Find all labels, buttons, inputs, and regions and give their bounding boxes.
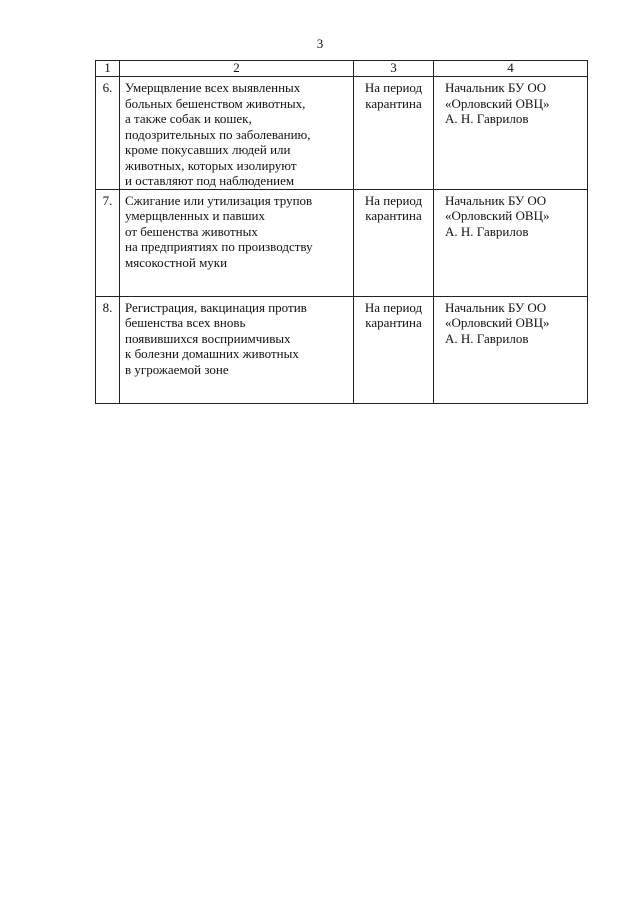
row-number: 6. — [96, 77, 120, 190]
responsible-line: А. Н. Гаврилов — [445, 223, 529, 239]
action-line: и оставляют под наблюдением — [125, 173, 295, 188]
action-line: мясокостной муки — [125, 254, 228, 270]
period-line: карантина — [365, 208, 422, 223]
action-line: Сжигание или утилизация трупов — [125, 192, 313, 208]
action-line: на предприятиях по производству — [125, 239, 313, 254]
action-cell — [120, 296, 354, 403]
action-line: животных, которых изолируют — [125, 157, 297, 173]
action-line: а также собак и кошек, — [125, 111, 252, 126]
column-header: 4 — [434, 61, 588, 77]
period-cell — [354, 189, 434, 296]
column-header: 1 — [96, 61, 120, 77]
table-row — [96, 189, 588, 296]
responsible-line: А. Н. Гаврилов — [445, 111, 529, 126]
action-line: появившихся восприимчивых — [125, 330, 291, 346]
row-number: 8. — [96, 296, 120, 403]
responsible-cell — [434, 296, 588, 403]
period-line: На период — [364, 299, 423, 315]
responsible-line: Начальник БУ ОО — [445, 80, 547, 95]
period-line: карантина — [365, 315, 422, 330]
responsible-cell — [434, 77, 588, 190]
responsible-line: Начальник БУ ОО — [445, 299, 547, 315]
responsible-line: «Орловский ОВЦ» — [445, 208, 550, 223]
responsible-line: Начальник БУ ОО — [445, 192, 547, 208]
action-line: к болезни домашних животных — [125, 346, 299, 361]
action-line: в угрожаемой зоне — [125, 361, 229, 377]
column-header: 3 — [354, 61, 434, 77]
action-line: умерщвленных и павших — [125, 208, 265, 223]
responsible-line: А. Н. Гаврилов — [445, 330, 529, 346]
table-row — [96, 77, 588, 190]
page-number: 3 — [316, 36, 324, 51]
action-line: от бешенства животных — [125, 223, 258, 239]
action-line: больных бешенством животных, — [125, 95, 306, 111]
action-cell — [120, 189, 354, 296]
period-cell — [354, 77, 434, 190]
period-line: На период — [364, 80, 423, 95]
table-row — [96, 296, 588, 403]
action-line: бешенства всех вновь — [125, 315, 246, 330]
row-number: 7. — [96, 189, 120, 296]
action-line: кроме покусавших людей или — [125, 142, 291, 157]
responsible-cell — [434, 189, 588, 296]
column-header: 2 — [120, 61, 354, 77]
period-cell — [354, 296, 434, 403]
action-cell — [120, 77, 354, 190]
action-line: подозрительных по заболеванию, — [125, 126, 311, 142]
period-line: На период — [364, 192, 423, 208]
responsible-line: «Орловский ОВЦ» — [445, 315, 550, 330]
action-line: Регистрация, вакцинация против — [125, 299, 307, 315]
table-header-row — [96, 61, 588, 77]
action-line: Умерщвление всех выявленных — [125, 80, 301, 95]
responsible-line: «Орловский ОВЦ» — [445, 95, 550, 111]
period-line: карантина — [365, 95, 422, 111]
measures-table — [95, 60, 588, 404]
